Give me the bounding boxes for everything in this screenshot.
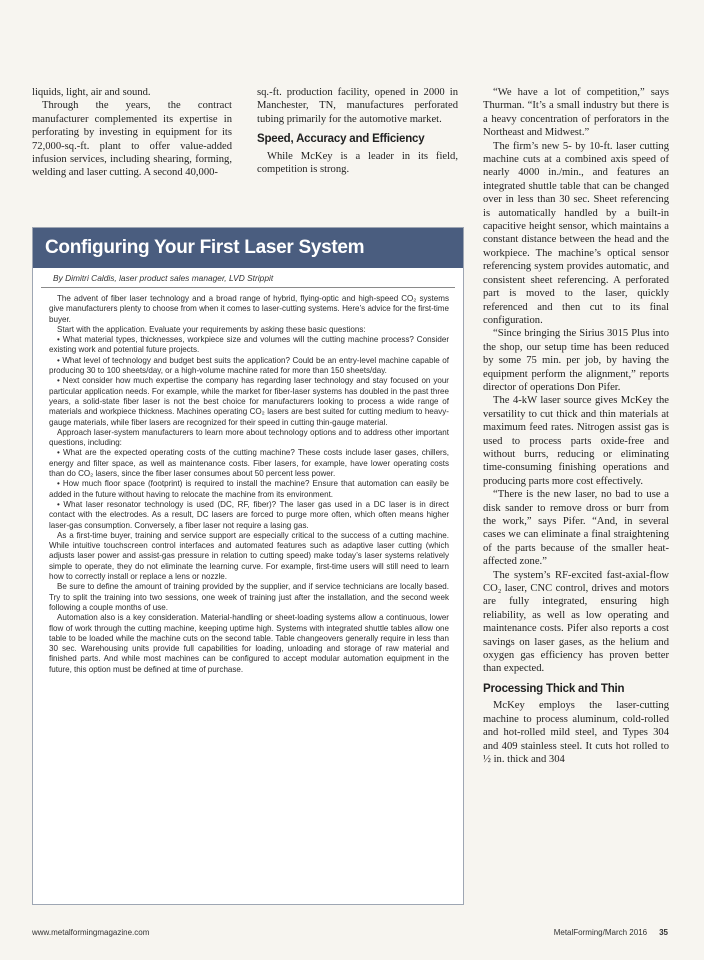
- paragraph: “Since bringing the Sirius 3015 Plus into the shop, our setup time has been reduced by some 75 min. per job, by having the equipment perform the alignment,” reports director of operations Don Pifer.: [483, 328, 669, 393]
- paragraph: liquids, light, air and sound.: [32, 87, 151, 98]
- paragraph: Through the years, the contract manufacturer complemented its expertise in perforating by investing in equipment for its 72,000-sq.-ft. plant to offer value-added infusion services, including shearing, forming, welding and laser cutting. A second 40,000-: [32, 100, 232, 179]
- sidebar-body: [33, 288, 463, 675]
- paragraph: sq.-ft. production facility, opened in 2000 in Manchester, TN, manufactures perforated tubing primarily for the automotive market.: [257, 87, 458, 125]
- sidebar-paragraph: • What level of technology and budget best suits the application? Could be an entry-level machine capable of producing 30 to 100 sheets/day, or a high-volume machine rated for more than 150 sheets/day.: [49, 355, 449, 376]
- sidebar-paragraph: • Next consider how much expertise the company has regarding laser technology and stay focused on your particular application needs. For example, while the market for fiber-laser systems has doubled in the past three years, a solid-state fiber laser is not the best choice for manufacturers looking to process a wide range of materials and workpiece thickness. Machines operating CO₂ lasers are best suited for cutting medium to heavy-gauge materials, while fiber lasers are recognized for their speed in cutting thin-gauge material.: [49, 376, 449, 427]
- footer-url: www.metalformingmagazine.com: [32, 928, 150, 937]
- footer-issue: [554, 928, 668, 937]
- section-heading-speed: Speed, Accuracy and Efficiency: [257, 133, 425, 146]
- paragraph: “There is the new laser, no bad to use a disk sander to remove dross or burr from the work,” says Pifer. “And, in several cases we can eliminate a final straightening of the parts because of the smaller heat-affected zone.”: [483, 489, 669, 568]
- page-number: 35: [659, 928, 668, 937]
- paragraph: The firm’s new 5- by 10-ft. laser cutting machine cuts at a combined axis speed of nearly 4000 in./min., and features an integrated shuttle table that can be changed over in less than 30 sec. Sheet referencing is automatically handled by a built-in capacitive height sensor, which maintains a constant distance between the head and the workpiece. The machine’s optical sensor referencing system provides automatic, and consistent sheet referencing. A perforated part is moved to the laser, quickly referenced and then cut to its final configuration.: [483, 140, 669, 326]
- sidebar-paragraph: • How much floor space (footprint) is required to install the machine? Ensure that automation can easily be added in the future without having to relocate the machine from its environment.: [49, 479, 449, 499]
- sidebar-paragraph: Approach laser-system manufacturers to learn more about technology options and to address other important questions, including:: [49, 427, 449, 448]
- sidebar-title: Configuring Your First Laser System: [45, 237, 365, 258]
- sidebar-paragraph: The advent of fiber laser technology and a broad range of hybrid, flying-optic and high-speed CO₂ systems give manufacturers plenty to choose from when it comes to laser-cutting systems. Here’s advice for the first-time buyer.: [49, 294, 449, 324]
- paragraph: “We have a lot of competition,” says Thurman. “It’s a small industry but there is a heavy concentration of perforators in the Northeast and Midwest.”: [483, 87, 669, 139]
- paragraph: McKey employs the laser-cutting machine to process aluminum, cold-rolled and hot-rolled mild steel, and Types 304 and 409 stainless steel. It cuts hot rolled to ½ in. thick and 304: [483, 700, 669, 765]
- paragraph: While McKey is a leader in its field, competition is strong.: [257, 150, 458, 176]
- column-2: [257, 86, 458, 176]
- section-heading-processing: Processing Thick and Thin: [483, 682, 625, 695]
- column-1: [32, 86, 232, 180]
- sidebar-paragraph: Start with the application. Evaluate your requirements by asking these basic questions:: [57, 324, 366, 334]
- sidebar-paragraph: Be sure to define the amount of training provided by the supplier, and if service technicians are locally based. Try to split the training into two sessions, one week of training just after the installation, and the second week following a couple months of use.: [49, 582, 449, 612]
- sidebar-paragraph: • What material types, thicknesses, workpiece size and volumes will the cutting machine process? Consider existing work and potential future projects.: [49, 335, 449, 355]
- sidebar-box: [32, 227, 464, 905]
- sidebar-banner: [33, 228, 463, 268]
- sidebar-paragraph: • What laser resonator technology is used (DC, RF, fiber)? The laser gas used in a DC laser is in direct contact with the electrodes. As a result, DC lasers are forced to purge more often, which often means higher laser-gas consumption. Conversely, a fiber laser not require a lasing gas.: [49, 499, 449, 530]
- sidebar-paragraph: Automation also is a key consideration. Material-handling or sheet-loading systems allow a continuous, lower flow of work through the cutting machine, keeping uptime high. Systems with integrated shuttle tables allow one table to be loaded while the machine cuts on the second table. Table changeovers generally require in less than 30 sec. Warehousing units provide full capabilities for loading, unloading and storage of raw material and finished parts. And while most machines can be configured to accept modular automation equipment in the future, this option must be defined at time of purchase.: [49, 613, 449, 674]
- sidebar-byline: By Dimitri Caldis, laser product sales manager, LVD Strippit: [41, 268, 455, 288]
- paragraph: The system’s RF-excited fast-axial-flow CO₂ laser, CNC control, drives and motors are fully integrated, ensuring high reliability, as well as low operating and maintenance costs. Pifer also reports a cost savings on laser gases, as the helium and oxygen gas efficiency has proven better than expected.: [483, 569, 669, 675]
- sidebar-paragraph: • What are the expected operating costs of the cutting machine? These costs include laser gases, chillers, energy and filter space, as well as maintenance costs. Fiber lasers, for example, have lower operating costs than do CO₂ lasers, since the fiber laser consumes about 50 percent less power.: [49, 448, 449, 479]
- column-3: [483, 86, 669, 766]
- footer-magazine-issue: MetalForming/March 2016: [553, 928, 648, 937]
- sidebar-paragraph: As a first-time buyer, training and service support are especially critical to the success of a cutting machine. While intuitive touchscreen control interfaces and automated features such as adaptive laser cutting (which adjusts laser power and assist-gas pressure in relation to cutting speed) make today’s laser systems relatively simple to operate, they do not eliminate the learning curve. For example, first-time users will still need to learn how to correctly install or replace a lens or nozzle.: [49, 530, 449, 582]
- paragraph: The 4-kW laser source gives McKey the versatility to cut thick and thin materials at maximum feed rates. Nitrogen assist gas is used to process parts oxide-free and without burrs, reducing or eliminating time-consuming finishing operations and producing parts more cost effectively.: [483, 395, 669, 487]
